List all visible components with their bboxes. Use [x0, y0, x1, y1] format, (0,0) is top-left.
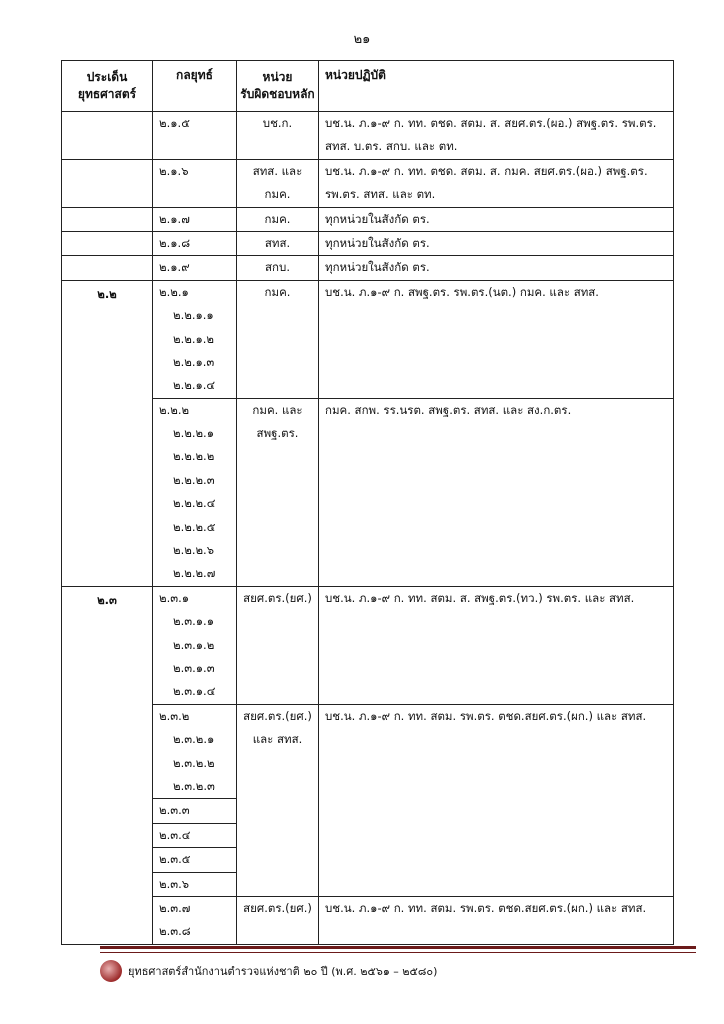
operating-cell [319, 704, 674, 896]
strategy-cell [153, 112, 237, 160]
responsible-unit: กมค. [264, 211, 291, 226]
strategy-number: ๒.๓.๖ [159, 876, 190, 891]
responsible-cell [237, 398, 319, 586]
responsible-unit: สกบ. [265, 260, 290, 275]
operating-cell [319, 398, 674, 586]
strategy-number: ๒.๓.๕ [159, 852, 191, 867]
strategy-number: ๒.๓.๗ [159, 900, 191, 915]
strategy-cell [153, 896, 237, 944]
operating-units: บช.น. ภ.๑-๙ ก. ทท. สตม. ส. สพฐ.ตร.(ทว.) รพ.ตร. และ สทส. [325, 590, 635, 605]
strategy-cell [153, 823, 237, 847]
strategy-cell [153, 159, 237, 207]
operating-units: ทุกหน่วยในสังกัด ตร. [325, 260, 430, 275]
strategy-cell [153, 872, 237, 896]
header-issue-line2: ยุทธศาสตร์ [77, 87, 137, 101]
strategy-number: ๒.๓.๘ [159, 924, 191, 939]
header-strategy: กลยุทธ์ [153, 61, 237, 112]
page-number: ๒๑ [353, 32, 371, 47]
strategy-number: ๒.๓.๑ [159, 590, 190, 605]
police-seal-icon [100, 960, 122, 982]
strategy-cell [153, 848, 237, 872]
operating-units: ทุกหน่วยในสังกัด ตร. [325, 211, 430, 226]
strategy-cell [153, 207, 237, 231]
strategy-number: ๒.๓.๑.๒ [173, 637, 215, 652]
responsible-unit: กมค. [264, 284, 291, 299]
strategy-number: ๒.๒.๑.๓ [173, 354, 215, 369]
operating-units: บช.น. ภ.๑-๙ ก. ทท. ตชด. สตม. ส. สยศ.ตร.(ผอ.) สพฐ.ตร. รพ.ตร. [325, 116, 657, 130]
table-row [62, 586, 674, 704]
header-operating: หน่วยปฏิบัติ [319, 61, 674, 112]
strategy-cell [153, 586, 237, 704]
operating-units: บช.น. ภ.๑-๙ ก. ทท. ตชด. สตม. ส. กมค. สยศ.ตร.(ผอ.) สพฐ.ตร. [325, 163, 648, 178]
footer [100, 960, 437, 982]
strategy-number: ๒.๒.๑.๑ [173, 308, 214, 323]
strategy-number: ๒.๒.๒.๖ [173, 543, 215, 558]
strategy-number: ๒.๓.๑.๔ [173, 684, 216, 699]
issue-cell [62, 231, 153, 255]
strategy-cell [153, 398, 237, 586]
responsible-unit: บช.ก. [262, 116, 293, 130]
responsible-cell [237, 586, 319, 704]
strategy-cell [153, 280, 237, 398]
strategy-number: ๒.๓.๒.๒ [173, 755, 215, 770]
operating-units: บช.น. ภ.๑-๙ ก. ทท. สตม. รพ.ตร. ตชด.สยศ.ตร.(ผก.) และ สทส. [325, 708, 647, 723]
header-responsible-line1: หน่วย [262, 70, 293, 84]
footer-text: ยุทธศาสตร์สำนักงานตำรวจแห่งชาติ ๒๐ ปี (พ.ศ. ๒๕๖๑ – ๒๕๘๐) [128, 965, 438, 978]
strategy-number: ๒.๑.๙ [159, 260, 190, 275]
strategy-number: ๒.๒.๑.๒ [173, 331, 215, 346]
table-row [62, 207, 674, 231]
responsible-cell [237, 231, 319, 255]
issue-number: ๒.๒ [97, 286, 117, 301]
strategy-cell [153, 799, 237, 823]
operating-cell [319, 207, 674, 231]
responsible-unit: สยศ.ตร.(ยศ.) [243, 590, 312, 605]
strategy-number: ๒.๓.๔ [159, 827, 191, 842]
table-header-row [62, 61, 674, 112]
footer-divider-thick [100, 946, 696, 949]
issue-cell [62, 256, 153, 280]
strategy-number: ๒.๓.๑.๑ [173, 614, 215, 629]
operating-cell [319, 896, 674, 944]
issue-cell [62, 207, 153, 231]
responsible-unit: กมค. และ [252, 402, 303, 417]
operating-cell [319, 256, 674, 280]
strategy-number: ๒.๒.๒.๔ [173, 496, 216, 511]
responsible-cell [237, 112, 319, 160]
responsible-unit: กมค. [264, 187, 291, 202]
operating-units: สทส. บ.ตร. สกบ. และ ตท. [325, 139, 458, 154]
table-row [62, 280, 674, 398]
table-body [62, 112, 674, 945]
strategy-cell [153, 256, 237, 280]
operating-cell [319, 231, 674, 255]
table-row [62, 231, 674, 255]
responsible-cell [237, 159, 319, 207]
strategy-number: ๒.๒.๒.๕ [173, 519, 216, 534]
responsible-cell [237, 207, 319, 231]
strategy-number: ๒.๓.๒.๑ [173, 732, 215, 747]
operating-units: ทุกหน่วยในสังกัด ตร. [325, 235, 430, 250]
responsible-unit: และ สทส. [252, 732, 303, 747]
header-issue-line1: ประเด็น [86, 70, 128, 84]
strategy-number: ๒.๒.๒.๒ [173, 449, 215, 464]
responsible-cell [237, 704, 319, 896]
header-issue [62, 61, 153, 112]
operating-cell [319, 159, 674, 207]
strategy-number: ๒.๓.๓ [159, 803, 190, 818]
strategy-number: ๒.๑.๗ [159, 211, 190, 226]
responsible-unit: สยศ.ตร.(ยศ.) [243, 708, 312, 723]
table-row [62, 159, 674, 207]
operating-units: บช.น. ภ.๑-๙ ก. สพฐ.ตร. รพ.ตร.(นต.) กมค. และ สทส. [325, 284, 599, 299]
strategy-number: ๒.๑.๕ [159, 116, 190, 130]
header-responsible-line2: รับผิดชอบหลัก [240, 87, 315, 101]
operating-units: รพ.ตร. สทส. และ ตท. [325, 187, 436, 202]
strategy-number: ๒.๓.๑.๓ [173, 660, 215, 675]
strategy-number: ๒.๓.๒.๓ [173, 778, 215, 793]
strategy-number: ๒.๓.๒ [159, 708, 190, 723]
issue-cell [62, 586, 153, 944]
responsible-unit: สยศ.ตร.(ยศ.) [243, 900, 312, 915]
strategy-number: ๒.๑.๘ [159, 235, 191, 250]
strategy-number: ๒.๒.๒.๑ [173, 426, 215, 441]
responsible-cell [237, 896, 319, 944]
strategy-number: ๒.๒.๒.๓ [173, 472, 215, 487]
responsible-unit: สทส. [264, 235, 291, 250]
operating-cell [319, 586, 674, 704]
issue-cell [62, 159, 153, 207]
footer-divider-thin [100, 952, 696, 953]
strategy-cell [153, 704, 237, 799]
responsible-cell [237, 280, 319, 398]
strategy-number: ๒.๒.๑ [159, 284, 189, 299]
responsible-unit: สพฐ.ตร. [256, 426, 299, 441]
table-row [62, 398, 674, 586]
strategy-number: ๒.๒.๑.๔ [173, 378, 216, 393]
strategy-table [61, 60, 674, 945]
responsible-unit: สทส. และ [252, 163, 303, 178]
strategy-number: ๒.๒.๒ [159, 402, 190, 417]
strategy-number: ๒.๑.๖ [159, 163, 189, 178]
operating-cell [319, 112, 674, 160]
table-row [62, 112, 674, 160]
strategy-number: ๒.๒.๒.๗ [173, 566, 216, 581]
strategy-cell [153, 231, 237, 255]
operating-units: บช.น. ภ.๑-๙ ก. ทท. สตม. รพ.ตร. ตชด.สยศ.ตร.(ผก.) และ สทส. [325, 900, 647, 915]
operating-units: กมค. สกพ. รร.นรต. สพฐ.ตร. สทส. และ สง.ก.ตร. [325, 402, 572, 417]
responsible-cell [237, 256, 319, 280]
table-row [62, 896, 674, 944]
header-responsible [237, 61, 319, 112]
issue-number: ๒.๓ [97, 592, 117, 607]
table-row [62, 704, 674, 799]
issue-cell [62, 112, 153, 160]
operating-cell [319, 280, 674, 398]
table-row [62, 256, 674, 280]
issue-cell [62, 280, 153, 586]
